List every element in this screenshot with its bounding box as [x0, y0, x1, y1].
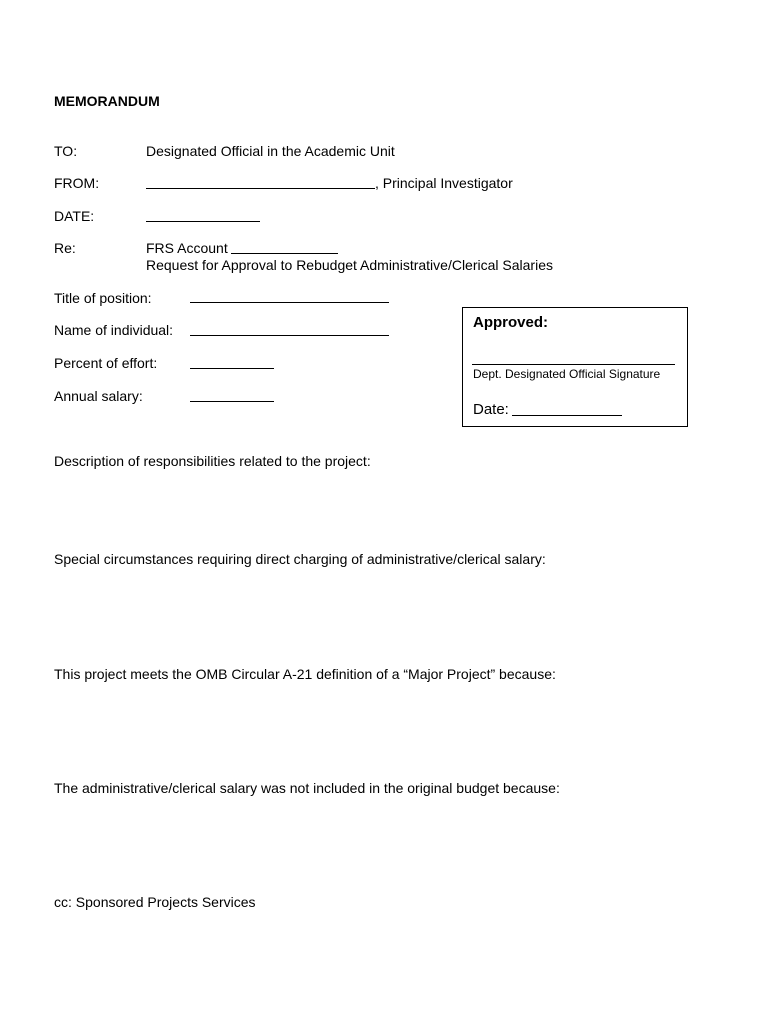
re-label: Re:	[54, 240, 76, 256]
signature-line[interactable]	[472, 364, 675, 365]
re-frs-account: FRS Account	[146, 240, 228, 256]
title-of-position-line[interactable]	[190, 302, 389, 303]
major-project-section: This project meets the OMB Circular A-21 definition of a “Major Project” because:	[54, 666, 556, 682]
from-label: FROM:	[54, 175, 100, 191]
memo-title: MEMORANDUM	[54, 93, 160, 109]
annual-salary-label: Annual salary:	[54, 388, 143, 404]
annual-salary-line[interactable]	[190, 401, 274, 402]
not-included-section: The administrative/clerical salary was not included in the original budget because:	[54, 780, 560, 796]
name-of-individual-line[interactable]	[190, 335, 389, 336]
from-blank-line[interactable]	[146, 188, 375, 189]
title-of-position-label: Title of position:	[54, 290, 152, 306]
date-label: DATE:	[54, 208, 95, 224]
percent-of-effort-label: Percent of effort:	[54, 355, 158, 371]
special-circumstances-section: Special circumstances requiring direct charging of administrative/clerical salary:	[54, 551, 546, 567]
date-blank-line[interactable]	[146, 221, 260, 222]
description-section: Description of responsibilities related to the project:	[54, 453, 371, 469]
approved-heading: Approved:	[473, 314, 548, 331]
signature-label: Dept. Designated Official Signature	[473, 367, 661, 381]
to-value: Designated Official in the Academic Unit	[146, 143, 395, 159]
approval-box	[462, 307, 688, 427]
cc-line: cc: Sponsored Projects Services	[54, 894, 256, 910]
frs-account-blank-line[interactable]	[231, 253, 338, 254]
re-request: Request for Approval to Rebudget Administrative/Clerical Salaries	[146, 257, 553, 273]
from-suffix: , Principal Investigator	[375, 175, 513, 191]
approval-date-line[interactable]	[512, 415, 622, 416]
percent-of-effort-line[interactable]	[190, 368, 274, 369]
name-of-individual-label: Name of individual:	[54, 322, 174, 338]
approval-date-label: Date:	[473, 401, 509, 418]
to-label: TO:	[54, 143, 78, 159]
